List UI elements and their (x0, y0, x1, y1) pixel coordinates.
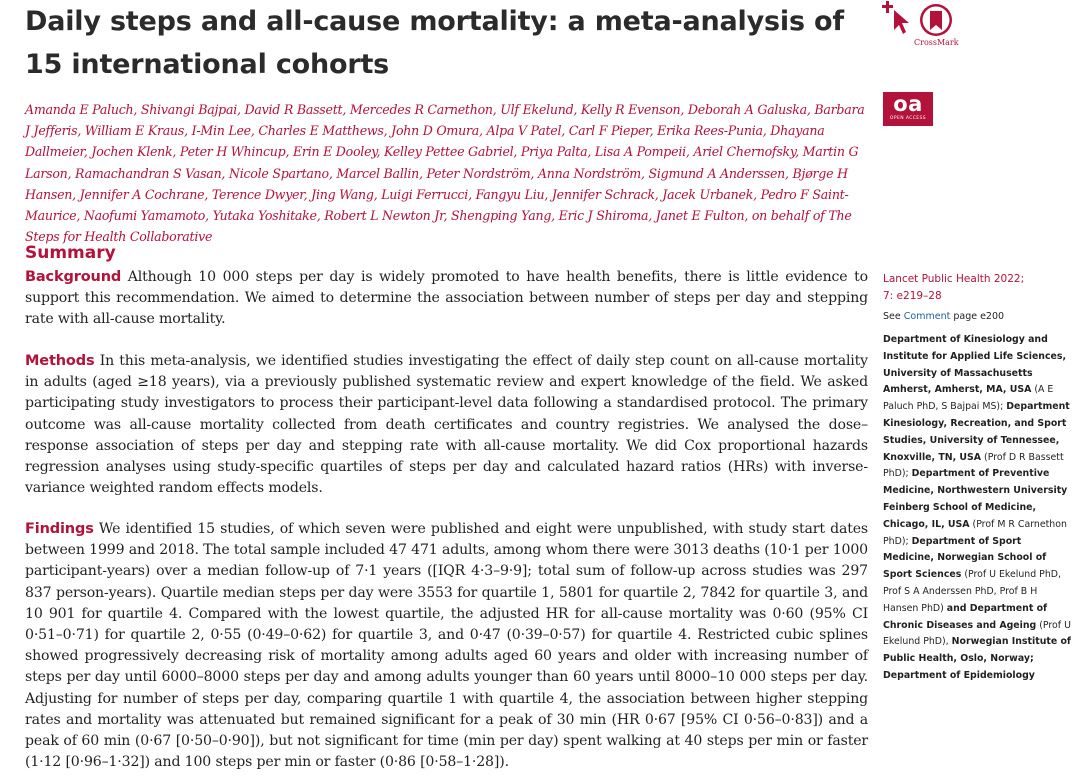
affiliation-dept: Norwegian Institute of Public Health, Oslo, Norway; (883, 636, 1071, 665)
affiliation-people: (A E Paluch PhD, S Bajpai MS); (883, 384, 1054, 413)
affiliation-people: (Prof U Ekelund PhD, Prof S A Anderssen PhD, Prof B H Hansen PhD) (883, 569, 1061, 614)
affiliation-people: (Prof U Ekelund PhD), (883, 619, 1071, 648)
affiliation-dept: Department of Sport Medicine, Norwegian School of Sport Sciences (883, 535, 1047, 581)
affiliation-people: (Prof M R Carnethon PhD); (883, 518, 1067, 547)
background-paragraph (25, 267, 868, 331)
affiliation-people: (Prof D R Bassett PhD); (883, 451, 1064, 480)
journal-citation[interactable] (883, 271, 1073, 304)
methods-label: Methods (25, 353, 95, 369)
citation-line-1: Lancet Public Health 2022; (883, 273, 1025, 285)
see-comment-note (883, 311, 1073, 322)
affiliations (883, 332, 1073, 685)
methods-text: In this meta-analysis, we identified studies investigating the effect of daily step count on all-cause mortality in adults (aged ≥18 years), via a previously published systematic review and expert knowledge of the field. We asked participating study investigators to process their participant-level data following a standardised protocol. The primary outcome was all-cause mortality collected from death certificates and country registries. We analysed the dose–response association of steps per day and stepping rate with all-cause mortality. We did Cox proportional hazards regression analyses using study-specific quartiles of steps per day and calculated hazard ratios (HRs) with inverse-variance weighted random effects models. (25, 353, 868, 497)
author-list: Amanda E Paluch, Shivangi Bajpai, David R Bassett, Mercedes R Carnethon, Ulf Ekelund, Kelly R Evenson, Deborah A Galuska, Barbara J Jefferis, William E Kraus, I-Min Lee, Charles E Matthews, John D Omura, Alpa V Patel, Carl F Pieper, Erika Rees-Punia, Dhayana Dallmeier, Jochen Klenk, Peter H Whincup, Erin E Dooley, Kelley Pettee Gabriel, Priya Palta, Lisa A Pompeii, Ariel Chernofsky, Martin G Larson, Ramachandran S Vasan, Nicole Spartano, Marcel Ballin, Peter Nordström, Anna Nordström, Sigmund A Anderssen, Bjørge H Hansen, Jennifer A Cochrane, Terence Dwyer, Jing Wang, Luigi Ferrucci, Fangyu Liu, Jennifer Schrack, Jacek Urbanek, Pedro F Saint-Maurice, Naofumi Yamamoto, Yutaka Yoshitake, Robert L Newton Jr, Shengping Yang, Eric J Shiroma, Janet E Fulton, on behalf of The Steps for Health Collaborative (25, 102, 865, 245)
summary-heading: Summary (25, 243, 116, 263)
citation-line-2: 7: e219–28 (883, 289, 942, 302)
background-text: Although 10 000 steps per day is widely promoted to have health benefits, there is little evidence to support this recommendation. We aimed to determine the association between number of steps per day and stepping rate with all-cause mortality. (25, 269, 868, 328)
open-access-badge (883, 92, 933, 126)
oa-logo-text: oa (893, 92, 923, 116)
affiliation-dept: Department of Kinesiology and Institute for Applied Life Sciences, University of Massachusetts Amherst, Amherst, MA, USA (883, 334, 1067, 396)
affiliation-dept: Department of Preventive Medicine, Northwestern University Feinberg School of Medicine, Chicago, IL, USA (883, 468, 1068, 530)
affiliation-dept: Department Kinesiology, Recreation, and Sport Studies, University of Tennessee, Knoxville, TN, USA (883, 401, 1070, 463)
background-label: Background (25, 269, 122, 285)
findings-label: Findings (25, 521, 94, 537)
findings-text: We identified 15 studies, of which seven were published and eight were unpublished, with study start dates between 1999 and 2018. The total sample included 47 471 adults, among whom there were 3013 deaths (10·1 per 1000 participant-years) over a median follow-up of 7·1 years ([IQR 4·3–9·9]; total sum of follow-up across studies was 297 837 person-years). Quartile median steps per day were 3553 for quartile 1, 5801 for quartile 2, 7842 for quartile 3, and 10 901 for quartile 4. Compared with the lowest quartile, the adjusted HR for all-cause mortality was 0·60 (95% CI 0·51–0·71) for quartile 2, 0·55 (0·49–0·62) for quartile 3, and 0·47 (0·39–0·57) for quartile 4. Restricted cubic splines showed progressively decreasing risk of mortality among adults aged 60 years and older with increasing number of steps per day until 6000–8000 steps per day and among adults younger than 60 years until 8000–10 000 steps per day. Adjusting for number of steps per day, comparing quartile 1 with quartile 4, the association between higher stepping rates and mortality was attenuated but remained significant for a peak of 30 min (HR 0·67 [95% CI 0·56–0·83]) and a peak of 60 min (0·67 [0·50–0·90]), but not significant for time (min per day) spent walking at 40 steps per min or faster (1·12 [0·96–1·32]) and 100 steps per min or faster (0·86 [0·58–1·28]). (25, 521, 868, 771)
see-prefix: See (883, 311, 901, 322)
see-suffix: page e200 (953, 311, 1005, 322)
article-title: Daily steps and all-cause mortality: a meta-analysis of 15 international cohorts (25, 6, 844, 80)
oa-subtitle: OPEN ACCESS (889, 116, 927, 121)
methods-paragraph (25, 351, 868, 499)
crossmark-label: CrossMark (914, 38, 959, 47)
affiliation-dept: and Department of Chronic Diseases and Ageing (883, 602, 1048, 631)
affiliation-dept: Department of Epidemiology (883, 669, 1035, 681)
comment-link[interactable]: Comment (903, 311, 951, 322)
findings-paragraph (25, 519, 868, 773)
